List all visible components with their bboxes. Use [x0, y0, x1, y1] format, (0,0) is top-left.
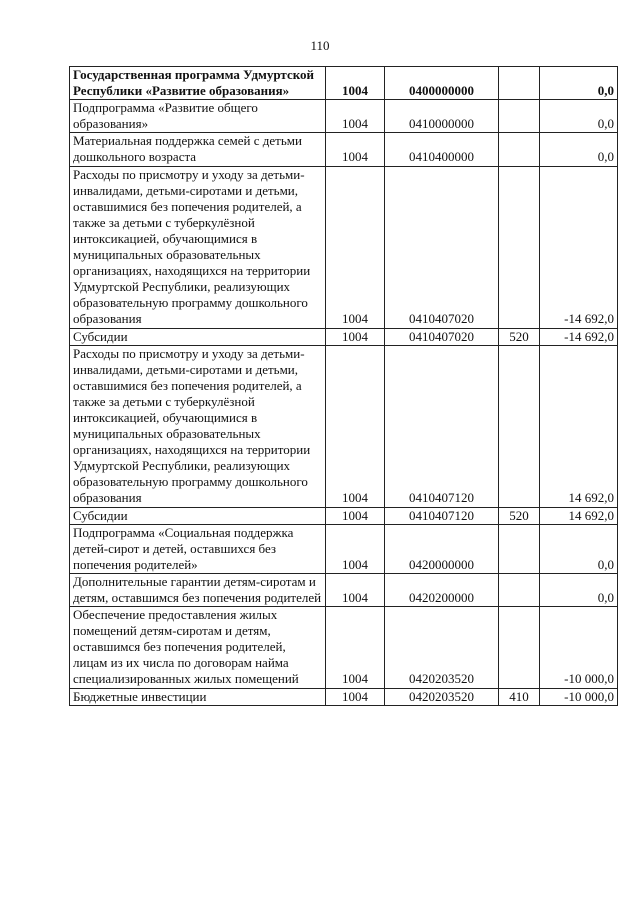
table-row: [70, 67, 618, 100]
row-name-cell: Субсидии: [70, 507, 326, 524]
row-section-cell: 1004: [326, 328, 385, 345]
row-name-cell: Расходы по присмотру и уходу за детьми-инвалидами, детьми-сиротами и детьми, оставшимися без попечения родителей, а также за детьми с туберкулёзной интоксикацией, обучающимися в муниципальных образовательных организациях, находящихся на территории Удмуртской Республики, реализующих образовательную программу дошкольного образования: [70, 345, 326, 507]
row-target-article-cell: 0400000000: [385, 67, 499, 100]
budget-table-body: [70, 67, 618, 706]
row-section-cell: 1004: [326, 607, 385, 688]
row-expense-type-cell: [499, 67, 540, 100]
row-expense-type-cell: [499, 607, 540, 688]
row-amount-cell: -14 692,0: [540, 166, 618, 328]
row-amount-cell: 0,0: [540, 100, 618, 133]
table-row: [70, 345, 618, 507]
row-target-article-cell: 0410400000: [385, 133, 499, 166]
row-amount-cell: -14 692,0: [540, 328, 618, 345]
row-name-cell: Подпрограмма «Развитие общего образования»: [70, 100, 326, 133]
row-expense-type-cell: [499, 345, 540, 507]
row-target-article-cell: 0420203520: [385, 688, 499, 705]
row-amount-cell: 14 692,0: [540, 345, 618, 507]
row-name-cell: Бюджетные инвестиции: [70, 688, 326, 705]
row-section-cell: 1004: [326, 100, 385, 133]
row-expense-type-cell: 410: [499, 688, 540, 705]
row-amount-cell: -10 000,0: [540, 688, 618, 705]
row-section-cell: 1004: [326, 345, 385, 507]
row-name-cell: Государственная программа Удмуртской Республики «Развитие образования»: [70, 67, 326, 100]
row-amount-cell: 0,0: [540, 524, 618, 573]
row-amount-cell: 0,0: [540, 133, 618, 166]
row-section-cell: 1004: [326, 507, 385, 524]
row-expense-type-cell: [499, 166, 540, 328]
row-section-cell: 1004: [326, 67, 385, 100]
row-expense-type-cell: 520: [499, 507, 540, 524]
row-target-article-cell: 0410000000: [385, 100, 499, 133]
row-target-article-cell: 0410407120: [385, 345, 499, 507]
row-name-cell: Субсидии: [70, 328, 326, 345]
row-section-cell: 1004: [326, 524, 385, 573]
table-row: [70, 524, 618, 573]
row-target-article-cell: 0420203520: [385, 607, 499, 688]
row-section-cell: 1004: [326, 688, 385, 705]
row-name-cell: Дополнительные гарантии детям-сиротам и детям, оставшимся без попечения родителей: [70, 573, 326, 606]
row-amount-cell: 0,0: [540, 67, 618, 100]
row-name-cell: Материальная поддержка семей с детьми дошкольного возраста: [70, 133, 326, 166]
table-row: [70, 573, 618, 606]
table-row: [70, 328, 618, 345]
table-row: [70, 133, 618, 166]
budget-table: [69, 66, 618, 706]
row-amount-cell: 14 692,0: [540, 507, 618, 524]
row-name-cell: Обеспечение предоставления жилых помещений детям-сиротам и детям, оставшимся без попечения родителей, лицам из их числа по договорам найма специализированных жилых помещений: [70, 607, 326, 688]
row-section-cell: 1004: [326, 166, 385, 328]
row-target-article-cell: 0410407120: [385, 507, 499, 524]
row-target-article-cell: 0410407020: [385, 166, 499, 328]
table-row: [70, 688, 618, 705]
row-expense-type-cell: [499, 133, 540, 166]
row-target-article-cell: 0420000000: [385, 524, 499, 573]
table-row: [70, 166, 618, 328]
table-row: [70, 507, 618, 524]
row-name-cell: Подпрограмма «Социальная поддержка детей-сирот и детей, оставшихся без попечения родителей»: [70, 524, 326, 573]
table-row: [70, 607, 618, 688]
row-expense-type-cell: [499, 524, 540, 573]
page-number: 110: [310, 38, 330, 53]
row-target-article-cell: 0410407020: [385, 328, 499, 345]
table-row: [70, 100, 618, 133]
row-expense-type-cell: 520: [499, 328, 540, 345]
row-section-cell: 1004: [326, 573, 385, 606]
row-amount-cell: -10 000,0: [540, 607, 618, 688]
row-expense-type-cell: [499, 573, 540, 606]
row-amount-cell: 0,0: [540, 573, 618, 606]
row-name-cell: Расходы по присмотру и уходу за детьми-инвалидами, детьми-сиротами и детьми, оставшимися без попечения родителей, а также за детьми с туберкулёзной интоксикацией, обучающимися в муниципальных образовательных организациях, находящихся на территории Удмуртской Республики, реализующих образовательную программу дошкольного образования: [70, 166, 326, 328]
row-section-cell: 1004: [326, 133, 385, 166]
row-expense-type-cell: [499, 100, 540, 133]
row-target-article-cell: 0420200000: [385, 573, 499, 606]
